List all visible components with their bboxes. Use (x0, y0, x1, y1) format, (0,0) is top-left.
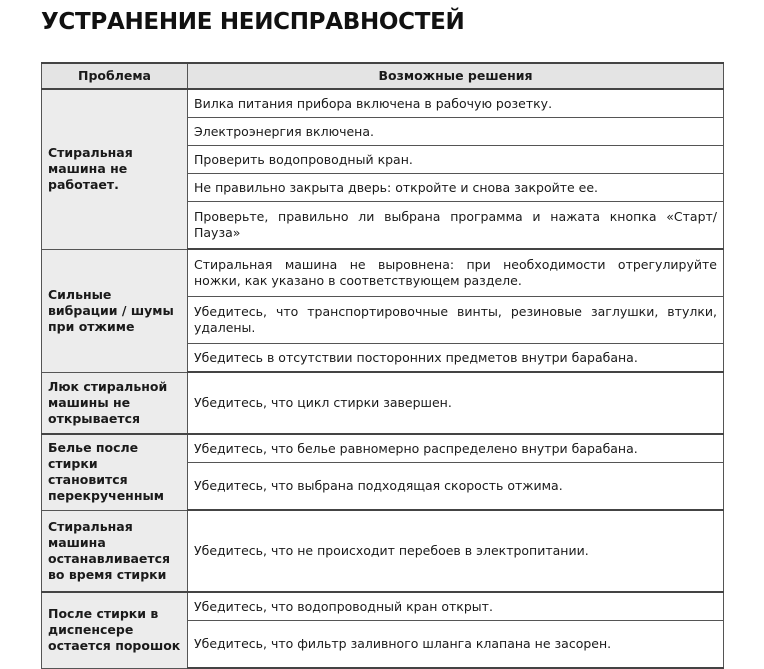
solution-cell: Убедитесь, что не происходит перебоев в электропитании. (188, 510, 724, 592)
solution-cell: Убедитесь, что выбрана подходящая скорость отжима. (188, 463, 724, 511)
solution-cell: Убедитесь, что водопроводный кран открыт. (188, 592, 724, 621)
problem-cell: Сильные вибрации / шумы при отжиме (42, 249, 188, 372)
page-title: УСТРАНЕНИЕ НЕИСПРАВНОСТЕЙ (41, 9, 465, 35)
solution-cell: Не правильно закрыта дверь: откройте и снова закройте ее. (188, 174, 724, 202)
solution-cell: Убедитесь, что белье равномерно распределено внутри барабана. (188, 434, 724, 463)
table-row (42, 592, 724, 621)
solution-cell: Электроэнергия включена. (188, 118, 724, 146)
problem-cell: Стиральная машина останавливается во время стирки (42, 510, 188, 592)
table-header-row (42, 63, 724, 89)
troubleshooting-table (41, 62, 724, 669)
table-row (42, 510, 724, 592)
problem-cell: После стирки в диспенсере остается порошок (42, 592, 188, 668)
solution-cell: Стиральная машина не выровнена: при необходимости отрегулируйте ножки, как указано в соответствующем разделе. (188, 249, 724, 297)
header-solutions: Возможные решения (188, 63, 724, 89)
solution-cell: Убедитесь, что фильтр заливного шланга клапана не засорен. (188, 621, 724, 669)
problem-cell: Стиральная машина не работает. (42, 89, 188, 249)
table-row (42, 434, 724, 463)
table-row (42, 372, 724, 434)
solution-cell: Вилка питания прибора включена в рабочую розетку. (188, 89, 724, 118)
solution-cell: Проверить водопроводный кран. (188, 146, 724, 174)
table-row (42, 89, 724, 118)
problem-cell: Белье после стирки становится перекрученным (42, 434, 188, 510)
solution-cell: Проверьте, правильно ли выбрана программа и нажата кнопка «Старт/Пауза» (188, 202, 724, 250)
problem-cell: Люк стиральной машины не открывается (42, 372, 188, 434)
solution-cell: Убедитесь, что цикл стирки завершен. (188, 372, 724, 434)
header-problem: Проблема (42, 63, 188, 89)
solution-cell: Убедитесь, что транспортировочные винты, резиновые заглушки, втулки, удалены. (188, 297, 724, 344)
solution-cell: Убедитесь в отсутствии посторонних предметов внутри барабана. (188, 344, 724, 373)
table-row (42, 249, 724, 297)
